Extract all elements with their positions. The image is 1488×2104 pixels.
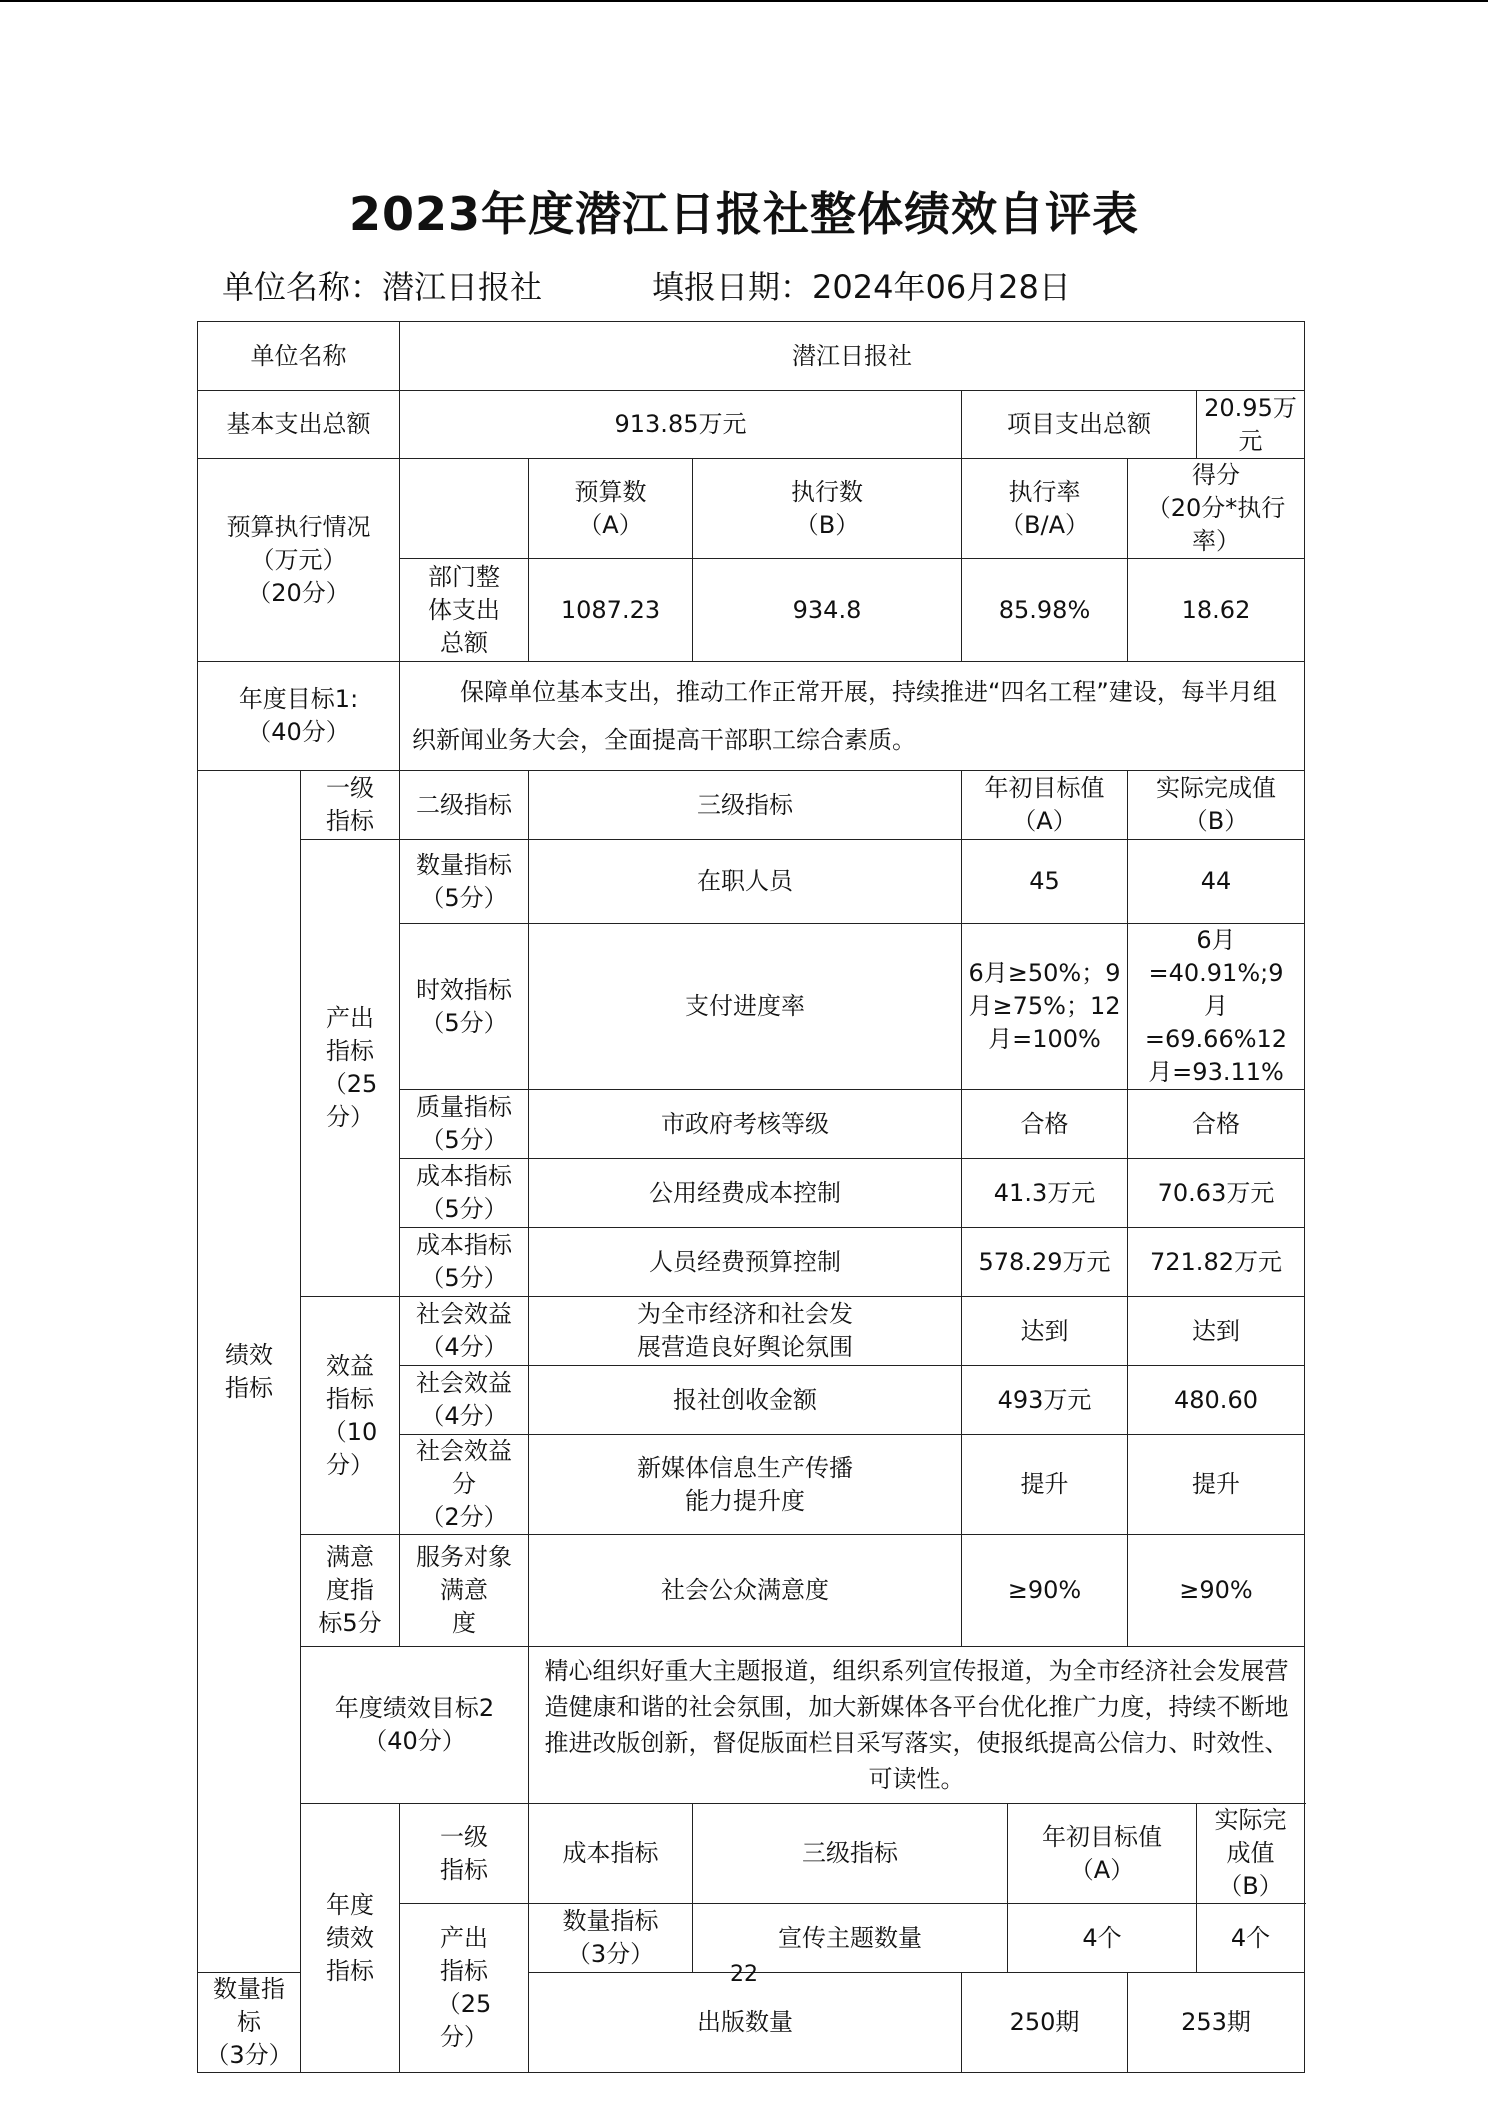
indicator-l3: 宣传主题数量 (693, 1904, 1008, 1973)
indicator-target: 提升 (962, 1435, 1128, 1535)
indicator-actual: 4个 (1197, 1904, 1305, 1973)
goal2-label: 年度绩效目标2 （40分） (301, 1647, 529, 1804)
budget-header-score: 得分 （20分*执行率） (1128, 459, 1305, 559)
budget-value-b: 934.8 (693, 559, 962, 662)
indicator-actual: 480.60 (1128, 1366, 1305, 1435)
indicator-target: 250期 (962, 1973, 1128, 2073)
indicator-target: 4个 (1008, 1904, 1197, 1973)
perf2-output-label: 产出 指标 （25 分） (400, 1904, 529, 2073)
indicator-actual: 合格 (1128, 1090, 1305, 1159)
budget-row-label: 部门整 体支出 总额 (400, 559, 529, 662)
unit-name-header: 单位名称 (198, 322, 400, 391)
indicator-target: 合格 (962, 1090, 1128, 1159)
indicator-target: 达到 (962, 1297, 1128, 1366)
goal1-label: 年度目标1: （40分） (198, 662, 400, 771)
perf2-header-actual: 实际完成值 （B） (1197, 1804, 1305, 1904)
indicator-l3: 为全市经济和社会发 展营造良好舆论氛围 (529, 1297, 962, 1366)
goal1-text: 保障单位基本支出，推动工作正常开展，持续推进“四名工程”建设，每半月组织新闻业务大会，全面提高干部职工综合素质。 (400, 662, 1305, 771)
indicator-l3: 在职人员 (529, 840, 962, 924)
perf1-header-l2: 二级指标 (400, 771, 529, 840)
indicator-l2: 成本指标 （5分） (400, 1159, 529, 1228)
table-row (198, 1297, 1305, 1366)
goal1-row (198, 662, 1305, 771)
goal2-text: 精心组织好重大主题报道，组织系列宣传报道，为全市经济社会发展营造健康和谐的社会氛围，加大新媒体各平台优化推广力度，持续不断地推进改版创新，督促版面栏目采写落实，使报纸提高公信力、时效性、可读性。 (529, 1647, 1305, 1804)
indicator-l2: 数量指标 （3分） (198, 1973, 301, 2073)
indicator-l3: 新媒体信息生产传播 能力提升度 (529, 1435, 962, 1535)
fill-date-label: 填报日期：2024年06月28日 (652, 268, 1071, 306)
perf1-benefit-label: 效益 指标 （10 分） (301, 1297, 400, 1535)
indicator-l3: 社会公众满意度 (529, 1535, 962, 1647)
perf1-header-target: 年初目标值 （A） (962, 771, 1128, 840)
unit-name-label: 单位名称：潜江日报社 (222, 268, 543, 306)
perf2-group-label: 年度 绩效 指标 (301, 1804, 400, 2073)
indicator-l2: 质量指标 （5分） (400, 1090, 529, 1159)
budget-value-rate: 85.98% (962, 559, 1128, 662)
indicator-actual: 6月 =40.91%;9 月 =69.66%12 月=93.11% (1128, 924, 1305, 1090)
header-line (222, 262, 1071, 308)
project-expense-label: 项目支出总额 (962, 391, 1197, 459)
table-row (198, 840, 1305, 924)
evaluation-table (197, 321, 1305, 2073)
indicator-actual: 44 (1128, 840, 1305, 924)
basic-expense-label: 基本支出总额 (198, 391, 400, 459)
indicator-l2: 数量指标 （3分） (529, 1904, 693, 1973)
indicator-target: 578.29万元 (962, 1228, 1128, 1297)
indicator-target: 41.3万元 (962, 1159, 1128, 1228)
indicator-target: 493万元 (962, 1366, 1128, 1435)
expense-row (198, 391, 1305, 459)
perf2-header-l1: 一级 指标 (400, 1804, 529, 1904)
indicator-target: 6月≥50%；9 月≥75%；12 月=100% (962, 924, 1128, 1090)
unit-row (198, 322, 1305, 391)
perf2-header-row (198, 1804, 1305, 1904)
perf2-header-target: 年初目标值 （A） (1008, 1804, 1197, 1904)
indicator-l3: 出版数量 (529, 1973, 962, 2073)
indicator-l2: 时效指标 （5分） (400, 924, 529, 1090)
indicator-l2: 社会效益分 （2分） (400, 1435, 529, 1535)
perf1-header-l1: 一级 指标 (301, 771, 400, 840)
goal2-row (198, 1647, 1305, 1804)
perf2-header-l3: 三级指标 (693, 1804, 1008, 1904)
indicator-actual: 70.63万元 (1128, 1159, 1305, 1228)
indicator-actual: ≥90% (1128, 1535, 1305, 1647)
budget-header-row (198, 459, 1305, 559)
indicator-l2: 社会效益 （4分） (400, 1297, 529, 1366)
budget-value-a: 1087.23 (529, 559, 693, 662)
budget-label: 预算执行情况 （万元） （20分） (198, 459, 400, 662)
perf1-group-label: 绩效 指标 (198, 771, 301, 1973)
indicator-target: ≥90% (962, 1535, 1128, 1647)
indicator-l3: 市政府考核等级 (529, 1090, 962, 1159)
indicator-actual: 253期 (1128, 1973, 1305, 2073)
indicator-l2: 社会效益 （4分） (400, 1366, 529, 1435)
unit-name-value: 潜江日报社 (400, 322, 1305, 391)
perf1-header-l3: 三级指标 (529, 771, 962, 840)
basic-expense-value: 913.85万元 (400, 391, 962, 459)
document-title: 2023年度潜江日报社整体绩效自评表 (348, 187, 1140, 241)
budget-blank-cell (400, 459, 529, 559)
indicator-actual: 达到 (1128, 1297, 1305, 1366)
indicator-actual: 提升 (1128, 1435, 1305, 1535)
budget-header-a: 预算数 （A） (529, 459, 693, 559)
budget-header-rate: 执行率 （B/A） (962, 459, 1128, 559)
indicator-l3: 支付进度率 (529, 924, 962, 1090)
budget-header-b: 执行数 （B） (693, 459, 962, 559)
indicator-l2: 数量指标 （5分） (400, 840, 529, 924)
indicator-l3: 人员经费预算控制 (529, 1228, 962, 1297)
indicator-l2: 服务对象满意 度 (400, 1535, 529, 1647)
perf1-satisfaction-label: 满意 度指 标5分 (301, 1535, 400, 1647)
indicator-actual: 721.82万元 (1128, 1228, 1305, 1297)
budget-value-score: 18.62 (1128, 559, 1305, 662)
perf1-header-actual: 实际完成值 （B） (1128, 771, 1305, 840)
page-number: 22 (730, 1962, 758, 1987)
indicator-l2: 成本指标 （5分） (400, 1228, 529, 1297)
perf1-header-row (198, 771, 1305, 840)
table-row (198, 1535, 1305, 1647)
indicator-l3: 公用经费成本控制 (529, 1159, 962, 1228)
page-top-border (0, 0, 1488, 2)
indicator-l3: 报社创收金额 (529, 1366, 962, 1435)
perf2-header-l2: 成本指标 (529, 1804, 693, 1904)
project-expense-value: 20.95万元 (1197, 391, 1305, 459)
perf1-output-label: 产出 指标 （25 分） (301, 840, 400, 1297)
indicator-target: 45 (962, 840, 1128, 924)
